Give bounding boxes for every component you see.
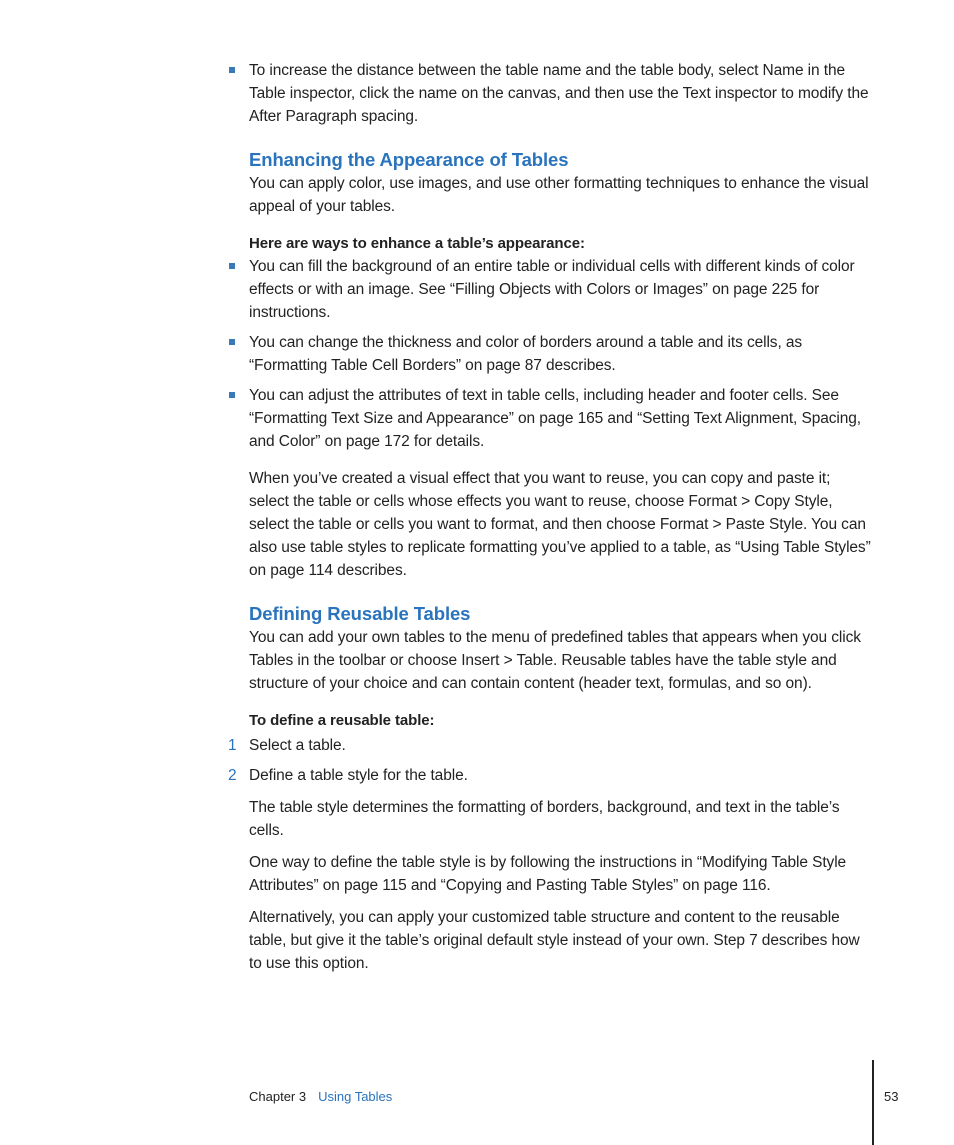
- list-item: [249, 255, 871, 324]
- list-item: [249, 59, 871, 128]
- section-intro: You can apply color, use images, and use other formatting techniques to enhance the visual appeal of your tables.: [249, 175, 869, 215]
- bullet-text: You can fill the background of an entire table or individual cells with different kinds of color effects or with an image. See “Filling Objects with Colors or Images” on page 225 for instructions.: [249, 258, 855, 321]
- step-text: Select a table.: [249, 737, 346, 754]
- section-heading: Enhancing the Appearance of Tables: [249, 149, 569, 170]
- paragraph: One way to define the table style is by following the instructions in “Modifying Table Style Attributes” on page 115 and “Copying and Pasting Table Styles” on page 116.: [249, 854, 847, 894]
- step-number: 1: [228, 737, 237, 754]
- paragraph: When you’ve created a visual effect that you want to reuse, you can copy and paste it; select the table or cells whose effects you want to reuse, choose Format > Copy Style, select the table or cells you want to format, and then choose Format > Paste Style. You can also use table styles to replicate formatting you’ve applied to a table, as “Using Table Styles” on page 114 describes.: [249, 470, 871, 579]
- bullet-icon: [229, 67, 235, 73]
- footer-divider: [872, 1060, 874, 1145]
- bullet-icon: [229, 263, 235, 269]
- bullet-icon: [229, 392, 235, 398]
- bullet-text: You can adjust the attributes of text in table cells, including header and footer cells. See “Formatting Text Size and Appearance” on page 165 and “Setting Text Alignment, Spacing, and Color” on page 172 for details.: [249, 387, 861, 450]
- paragraph: The table style determines the formatting of borders, background, and text in the table’s cells.: [249, 799, 840, 839]
- bullet-text: You can change the thickness and color of borders around a table and its cells, as “Formatting Table Cell Borders” on page 87 describes.: [249, 334, 803, 374]
- bullet-icon: [229, 339, 235, 345]
- list-item: [249, 384, 871, 453]
- page-content: [228, 59, 871, 975]
- footer-chapter: Chapter 3: [249, 1089, 307, 1104]
- procedure-label: To define a reusable table:: [249, 712, 435, 729]
- step-number: 2: [228, 767, 237, 784]
- section-intro: You can add your own tables to the menu of predefined tables that appears when you click Tables in the toolbar or choose Insert > Table. Reusable tables have the table style and structure of your choice and can contain content (header text, formulas, and so on).: [249, 629, 861, 692]
- list-label: Here are ways to enhance a table’s appearance:: [249, 235, 585, 252]
- bullet-text: To increase the distance between the table name and the table body, select Name in the Table inspector, click the name on the canvas, and then use the Text inspector to modify the After Paragraph spacing.: [249, 62, 869, 125]
- page-number: 53: [884, 1089, 899, 1104]
- footer-chapter-title: Using Tables: [318, 1089, 393, 1104]
- page-footer: [249, 1088, 392, 1106]
- step-item: [228, 734, 871, 757]
- step-text: Define a table style for the table.: [249, 767, 468, 784]
- section-heading: Defining Reusable Tables: [249, 603, 471, 624]
- list-item: [249, 331, 871, 377]
- step-item: [228, 764, 871, 787]
- paragraph: Alternatively, you can apply your customized table structure and content to the reusable table, but give it the table’s original default style instead of your own. Step 7 describes how to use this option.: [249, 909, 860, 972]
